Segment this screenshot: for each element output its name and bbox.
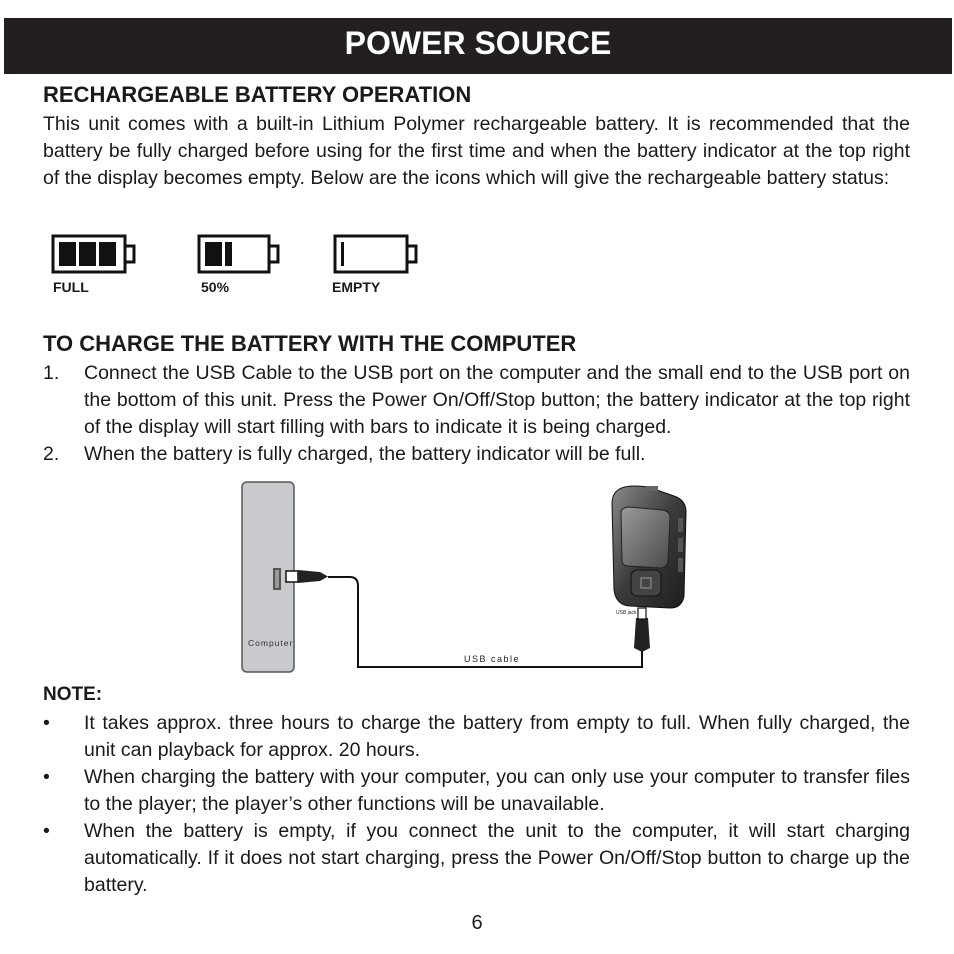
note-text: When charging the battery with your computer, you can only use your computer to transfer files to the player; the player’s other functions will be unavailable.	[84, 766, 910, 815]
battery-empty-label: EMPTY	[332, 279, 381, 295]
section-heading-rechargeable: RECHARGEABLE BATTERY OPERATION	[43, 82, 472, 107]
battery-full-label: FULL	[53, 279, 89, 295]
battery-empty-icon	[333, 234, 419, 274]
bullet-icon: •	[43, 712, 50, 734]
list-item	[43, 818, 910, 899]
section-heading-charge: TO CHARGE THE BATTERY WITH THE COMPUTER	[43, 331, 577, 356]
charge-steps-list	[43, 360, 910, 468]
list-item	[43, 710, 910, 764]
note-title: NOTE:	[43, 684, 103, 705]
mp3-player-device	[612, 486, 686, 608]
battery-half-label: 50%	[201, 279, 230, 295]
step-number: 2.	[43, 443, 60, 465]
note-text: It takes approx. three hours to charge the battery from empty to full. When fully charged, the unit can playback for approx. 20 hours.	[84, 712, 910, 761]
battery-half-icon	[197, 234, 283, 274]
list-item	[43, 441, 910, 468]
usb-jack-label: USB jack	[616, 610, 637, 616]
step-text: When the battery is fully charged, the battery indicator will be full.	[84, 443, 646, 465]
usb-cable-label: USB cable	[464, 654, 521, 664]
list-item	[43, 764, 910, 818]
step-number: 1.	[43, 362, 60, 384]
page-number: 6	[471, 912, 483, 934]
list-item	[43, 360, 910, 441]
computer-label: Computer	[248, 638, 294, 648]
notes-list	[43, 710, 910, 899]
usb-connection-diagram	[238, 478, 698, 678]
note-text: When the battery is empty, if you connect the unit to the computer, it will start charging automatically. If it does not start charging, press the Power On/Off/Stop button to charge up the battery.	[84, 820, 910, 896]
bullet-icon: •	[43, 820, 50, 842]
battery-full-icon	[51, 234, 137, 274]
step-text: Connect the USB Cable to the USB port on the computer and the small end to the USB port on the bottom of this unit. Press the Power On/Off/Stop button; the battery indicator at the top right of the display will start filling with bars to indicate it is being charged.	[84, 362, 910, 438]
bullet-icon: •	[43, 766, 50, 788]
page-title: POWER SOURCE	[4, 18, 952, 74]
battery-intro-paragraph: This unit comes with a built-in Lithium Polymer rechargeable battery. It is recommended that the battery be fully charged before using for the first time and when the battery indicator at the top right of the display becomes empty. Below are the icons which will give the rechargeable battery status:	[43, 113, 910, 189]
